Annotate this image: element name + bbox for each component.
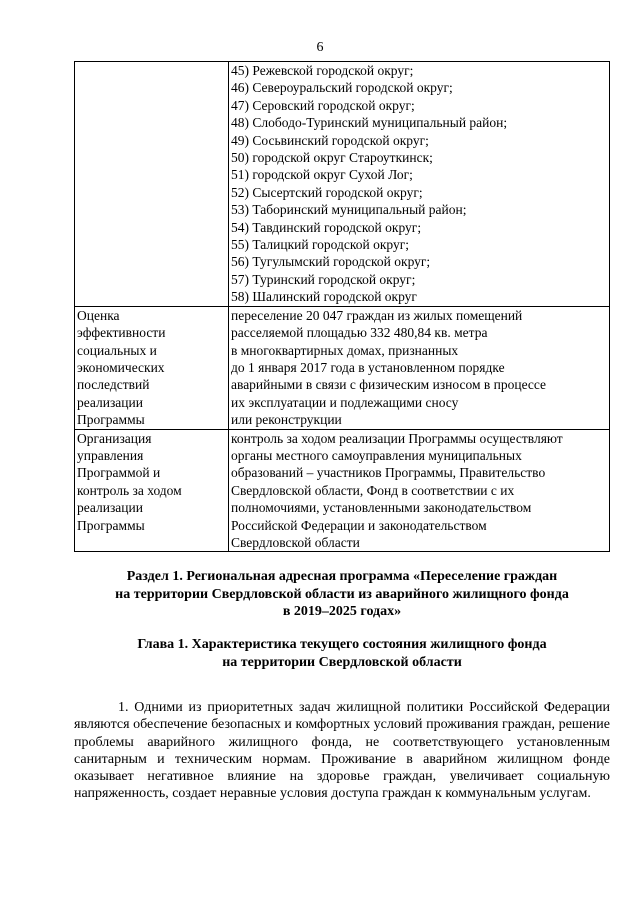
- row-content-line: органы местного самоуправления муниципальных: [231, 447, 522, 463]
- table-row: [75, 62, 610, 307]
- row-label-line: последствий: [77, 377, 150, 393]
- row-label-cell: [75, 62, 229, 307]
- municipality-list-item: 53) Таборинский муниципальный район;: [231, 202, 467, 218]
- municipality-list-item: 58) Шалинский городской округ: [231, 289, 417, 305]
- body-paragraph: 1. Одними из приоритетных задач жилищной политики Российской Федерации являются обеспечение безопасных и комфортных условий проживания граждан, решение проблемы аварийного жилищного фонда, не соответствующего установленным санитарным и техническим нормам. Проживание в аварийном жилищном фонде оказывает негативное влияние на здоровье граждан, увеличивает социальную напряженность, создает неравные условия доступа граждан к коммунальным услугам.: [74, 700, 610, 802]
- municipality-list-item: 51) городской округ Сухой Лог;: [231, 167, 413, 183]
- municipality-list-item: 50) городской округ Староуткинск;: [231, 150, 433, 166]
- municipality-list-item: 55) Талицкий городской округ;: [231, 237, 410, 253]
- row-content-line: их эксплуатации и подлежащими сносу: [231, 394, 459, 410]
- row-label-line: Программы: [77, 517, 145, 533]
- section-title: [74, 568, 610, 621]
- chapter-title-line: на территории Свердловской области: [222, 654, 462, 670]
- municipality-list-item: 57) Туринский городской округ;: [231, 271, 416, 287]
- row-label-cell: [75, 429, 229, 552]
- row-content-cell: [229, 429, 610, 552]
- row-content-line: расселяемой площадью 332 480,84 кв. метра: [231, 325, 488, 341]
- row-content-line: Свердловской области, Фонд в соответствии с их: [231, 482, 515, 498]
- row-label-line: реализации: [77, 500, 143, 516]
- municipality-list-item: 48) Слободо-Туринский муниципальный район;: [231, 115, 508, 131]
- row-label-cell: [75, 306, 229, 429]
- row-content-line: образований – участников Программы, Правительство: [231, 465, 546, 481]
- program-passport-table: [74, 61, 610, 552]
- chapter-title-line: Глава 1. Характеристика текущего состояния жилищного фонда: [137, 637, 547, 652]
- section-title-line: Раздел 1. Региональная адресная программа «Переселение граждан: [126, 569, 558, 584]
- row-content-line: аварийными в связи с физическим износом в процессе: [231, 377, 547, 393]
- section-title-line: на территории Свердловской области из аварийного жилищного фонда: [115, 586, 569, 602]
- row-content-cell: [229, 62, 610, 307]
- row-label-line: Организация: [77, 430, 152, 446]
- municipality-list-item: 52) Сысертский городской округ;: [231, 184, 423, 200]
- row-content-line: переселение 20 047 граждан из жилых помещений: [231, 307, 523, 323]
- row-content-line: Свердловской области: [231, 534, 360, 550]
- municipality-list-item: 56) Тугулымский городской округ;: [231, 254, 431, 270]
- municipality-list-item: 49) Сосьвинский городской округ;: [231, 132, 429, 148]
- chapter-title: [74, 636, 610, 671]
- row-content-line: Российской Федерации и законодательством: [231, 517, 487, 533]
- row-label-line: Программы: [77, 412, 145, 428]
- row-label-line: экономических: [77, 359, 165, 375]
- municipality-list-item: 47) Серовский городской округ;: [231, 97, 415, 113]
- page-number: 6: [316, 40, 324, 55]
- municipality-list-item: 45) Режевской городской округ;: [231, 63, 414, 78]
- row-content-line: до 1 января 2017 года в установленном порядке: [231, 359, 505, 375]
- row-label-line: управления: [77, 447, 144, 463]
- row-content-line: или реконструкции: [231, 412, 342, 428]
- municipality-list-item: 46) Североуральский городской округ;: [231, 80, 453, 96]
- row-label-line: Оценка: [77, 307, 120, 323]
- row-label-line: реализации: [77, 394, 143, 410]
- table-row: [75, 429, 610, 552]
- table-row: [75, 306, 610, 429]
- row-label-line: контроль за ходом: [77, 482, 182, 498]
- row-label-line: Программой и: [77, 465, 161, 481]
- section-title-line: в 2019–2025 годах»: [282, 604, 402, 619]
- row-content-line: в многоквартирных домах, признанных: [231, 342, 459, 358]
- municipality-list-item: 54) Тавдинский городской округ;: [231, 219, 422, 235]
- row-content-line: контроль за ходом реализации Программы осуществляют: [231, 430, 563, 446]
- row-content-line: полномочиями, установленными законодательством: [231, 500, 532, 516]
- row-label-line: эффективности: [77, 325, 166, 341]
- row-label-line: социальных и: [77, 342, 157, 358]
- row-content-cell: [229, 306, 610, 429]
